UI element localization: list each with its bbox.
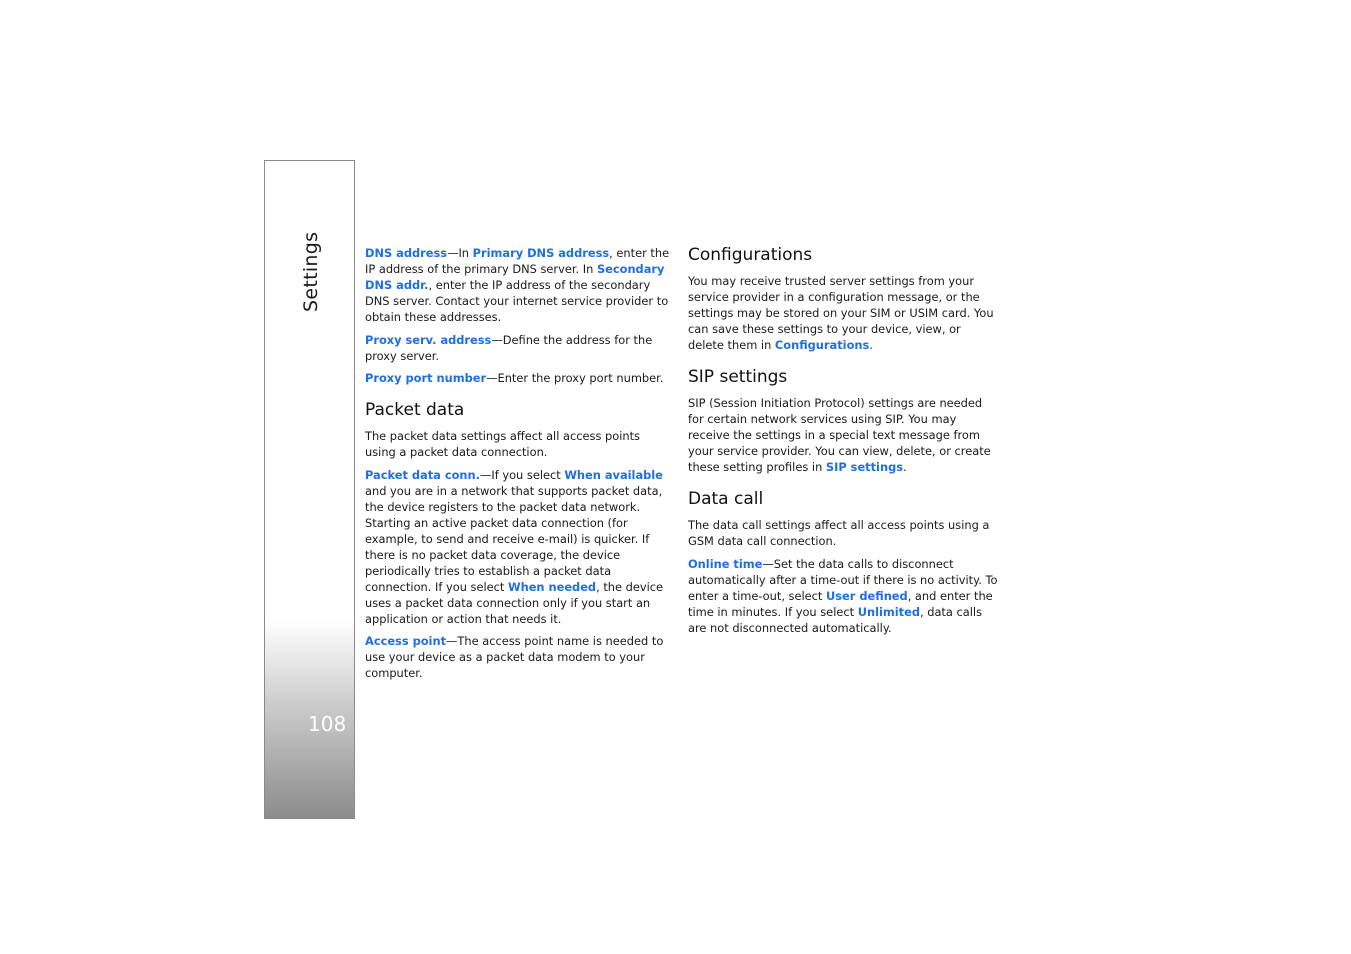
text-run: , enter the IP address of the secondary DNS server. Contact your internet service provider to obtain these addresses. bbox=[365, 278, 669, 324]
text-run: —In bbox=[447, 246, 473, 260]
text-run: , data calls are not disconnected automatically. bbox=[688, 604, 983, 635]
left-column bbox=[365, 245, 670, 688]
online-time-paragraph bbox=[688, 556, 998, 636]
when-available-link: When available bbox=[564, 467, 663, 482]
text-run: , and enter the time in minutes. If you select bbox=[688, 588, 993, 619]
secondary-dns-link: Secondary DNS addr. bbox=[365, 262, 665, 292]
primary-dns-link: Primary DNS address bbox=[472, 246, 610, 260]
text-run: You may receive trusted server settings from your service provider in a configuration message, or the settings may be stored on your SIM or USIM card. You can save these settings to your device, view, or delete them in bbox=[688, 274, 994, 352]
text-run: —The access point name is needed to use your device as a packet data modem to your computer. bbox=[365, 634, 664, 680]
sip-settings-heading: SIP settings bbox=[688, 367, 788, 387]
dns-address-term: DNS address bbox=[365, 246, 448, 260]
text-run: —Define the address for the proxy server. bbox=[365, 332, 653, 363]
configurations-heading: Configurations bbox=[688, 245, 813, 265]
when-needed-link: When needed bbox=[508, 579, 597, 594]
packet-conn-paragraph bbox=[365, 467, 670, 627]
configurations-paragraph bbox=[688, 273, 998, 353]
online-time-term: Online time bbox=[688, 556, 763, 571]
proxy-port-paragraph bbox=[365, 370, 670, 386]
packet-intro-paragraph: The packet data settings affect all access points using a packet data connection. bbox=[365, 429, 640, 459]
proxy-port-term: Proxy port number bbox=[365, 371, 487, 385]
packet-conn-term: Packet data conn. bbox=[365, 467, 480, 482]
page-number: 108 bbox=[308, 712, 347, 736]
data-call-heading: Data call bbox=[688, 489, 764, 509]
text-run: —Enter the proxy port number. bbox=[486, 371, 664, 385]
sip-settings-link: SIP settings bbox=[825, 460, 904, 474]
text-run: —If you select bbox=[479, 467, 565, 482]
text-run: . bbox=[903, 460, 907, 474]
text-run: —Set the data calls to disconnect automatically after a time-out if there is no activity. To enter a time-out, select bbox=[688, 556, 998, 603]
access-point-paragraph bbox=[365, 633, 670, 681]
text-run: . bbox=[869, 338, 873, 352]
right-column bbox=[688, 245, 998, 642]
data-call-intro-paragraph: The data call settings affect all access points using a GSM data call connection. bbox=[688, 518, 990, 548]
access-point-term: Access point bbox=[365, 634, 447, 648]
sip-settings-paragraph bbox=[688, 395, 998, 475]
chapter-title-text: Settings bbox=[300, 231, 322, 312]
user-defined-link: User defined bbox=[826, 588, 908, 603]
unlimited-link: Unlimited bbox=[857, 604, 920, 619]
proxy-address-paragraph bbox=[365, 332, 670, 364]
text-run: SIP (Session Initiation Protocol) settings are needed for certain network services using SIP. You may receive the settings in a special text message from your service provider. You can view, delete, or create these setting profiles in bbox=[688, 396, 991, 474]
dns-address-paragraph bbox=[365, 245, 670, 325]
packet-data-heading: Packet data bbox=[365, 400, 465, 420]
text-run: , enter the IP address of the primary DNS server. In bbox=[365, 246, 670, 276]
text-run: , the device uses a packet data connection only if you start an application or action that needs it. bbox=[365, 579, 664, 626]
configurations-link: Configurations bbox=[774, 338, 870, 352]
text-run: and you are in a network that supports packet data, the device registers to the packet data network. Starting an active packet data connection (for example, to send and receive e-mail) is quicker. If there is no packet data coverage, the device periodically tries to establish a packet data connection. If you select bbox=[365, 483, 663, 594]
proxy-address-term: Proxy serv. address bbox=[365, 332, 492, 347]
